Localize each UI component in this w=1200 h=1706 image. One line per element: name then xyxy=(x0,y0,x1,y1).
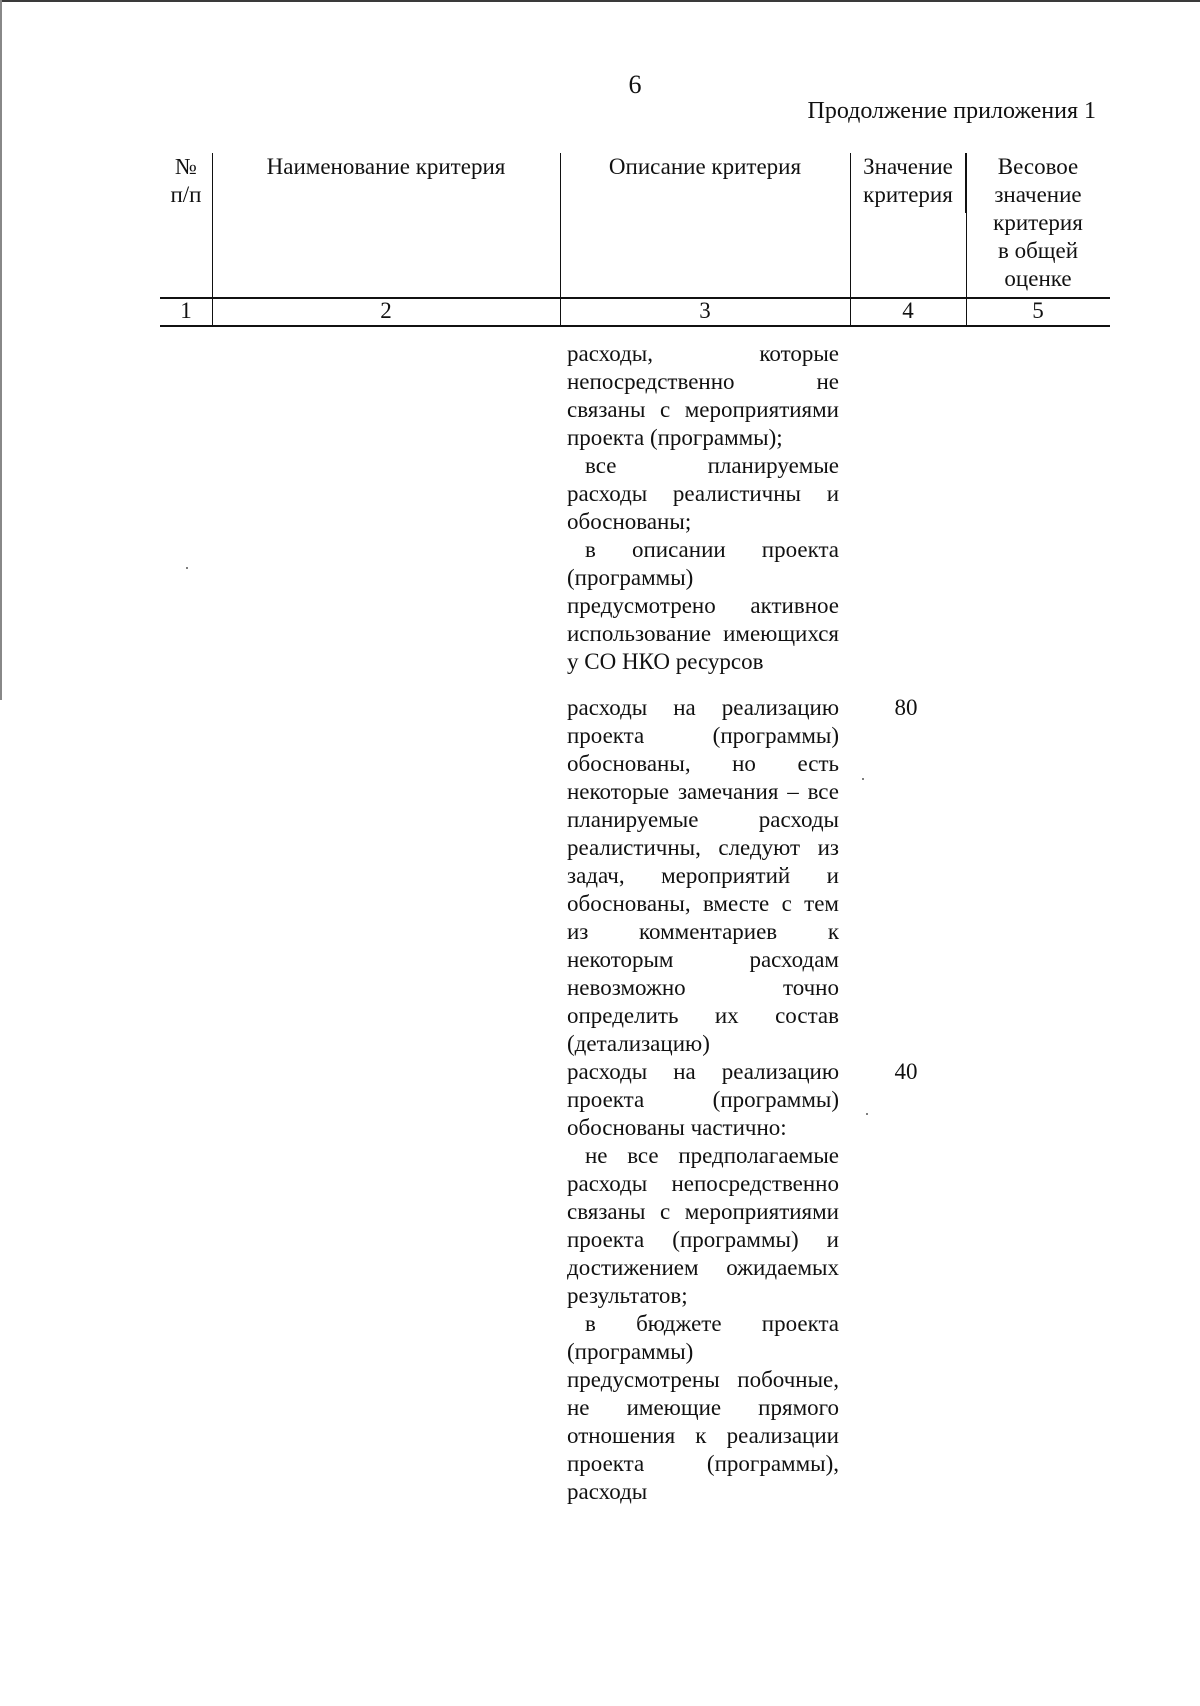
criterion-value: 80 xyxy=(894,695,918,720)
table-numbering-rule xyxy=(160,325,1110,327)
description-paragraph: все планируемые расходы реалистичны и обоснованы; xyxy=(567,453,839,534)
column-number: 3 xyxy=(699,298,711,323)
description-paragraph: расходы на реализацию проекта (программы) обоснованы, но есть некоторые замечания – все планируемые расходы реалистичны, следуют из задач, мероприятий и обоснованы, вместе с тем из комментариев к некоторым расходам невозможно точно определить их состав (детализацию) xyxy=(567,695,839,1056)
header-number-line: № п/п xyxy=(170,154,202,207)
description-paragraph: не все предполагаемые расходы непосредственно связаны с мероприятиями проекта (программы) и достижением ожидаемых результатов; xyxy=(567,1143,839,1308)
criteria-table xyxy=(160,153,1110,327)
header-criterion-name: Наименование критерия xyxy=(266,154,506,179)
description-paragraph: расходы на реализацию проекта (программы) обоснованы частично: xyxy=(567,1059,839,1140)
criterion-value: 40 xyxy=(894,1059,918,1084)
header-criterion-value: Значение критерия xyxy=(863,154,953,207)
criterion-description xyxy=(567,340,839,676)
page-number: 6 xyxy=(628,70,642,99)
criterion-description xyxy=(567,694,839,1058)
column-number: 1 xyxy=(180,298,192,323)
scan-top-edge xyxy=(0,0,1200,2)
description-paragraph: в описании проекта (программы) предусмотрено активное использование имеющихся у СО НКО ресурсов xyxy=(567,537,839,674)
scan-left-edge xyxy=(0,0,2,700)
criterion-description xyxy=(567,1058,839,1506)
scan-speck xyxy=(186,567,188,569)
description-paragraph: расходы, которые непосредственно не связаны с мероприятиями проекта (программы); xyxy=(567,341,839,450)
header-number xyxy=(160,153,212,209)
header-criterion-description: Описание критерия xyxy=(608,154,802,179)
column-number: 2 xyxy=(380,298,392,323)
column-number: 4 xyxy=(902,298,914,323)
description-paragraph: в бюджете проекта (программы) предусмотрены побочные, не имеющие прямого отношения к реализации проекта (программы), расходы xyxy=(567,1311,839,1504)
header-criterion-weight: Весовое значение критерия в общей оценке xyxy=(993,154,1083,291)
scan-speck xyxy=(866,1113,868,1115)
scan-speck xyxy=(862,778,864,780)
column-number: 5 xyxy=(1032,298,1044,323)
continuation-title: Продолжение приложения 1 xyxy=(807,98,1096,124)
